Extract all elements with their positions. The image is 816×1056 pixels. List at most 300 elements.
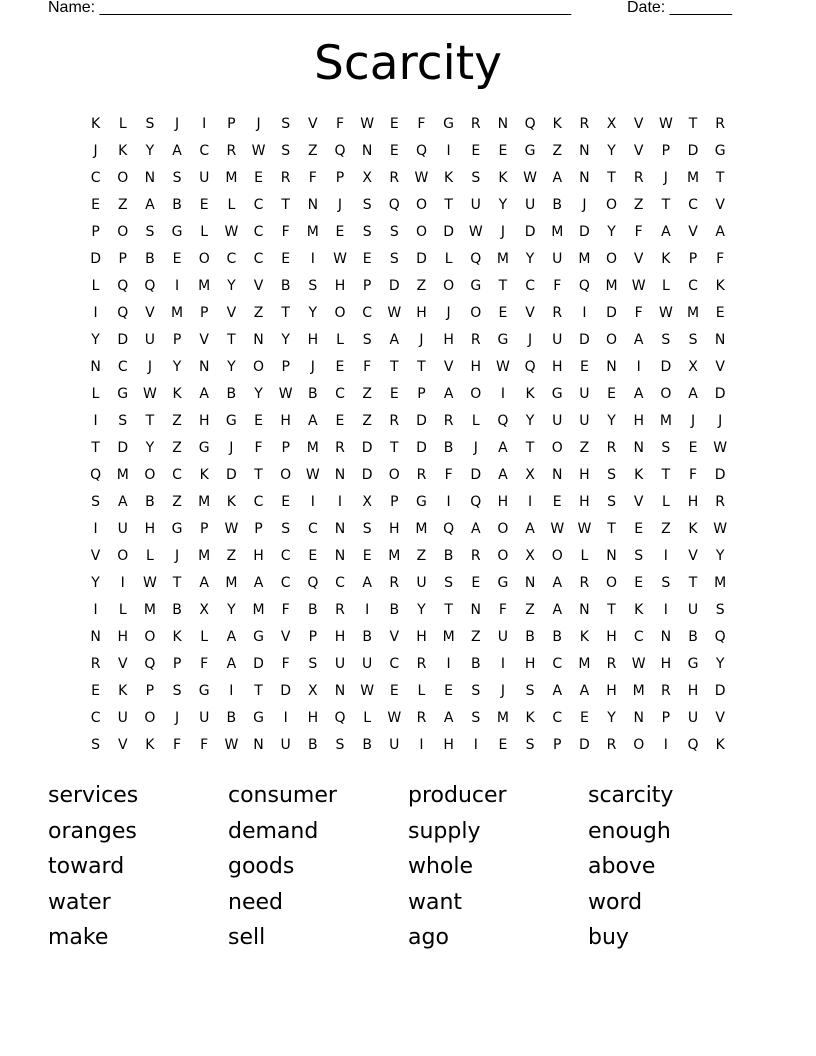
grid-cell: V [253, 278, 264, 294]
grid-cell: Z [172, 494, 182, 510]
grid-cell: V [443, 359, 454, 375]
grid-cell: B [362, 737, 372, 753]
grid-row [82, 678, 734, 705]
grid-cell: F [173, 737, 182, 753]
grid-row [82, 327, 734, 354]
grid-cell: I [446, 494, 451, 510]
word-list-item: sell [228, 925, 266, 950]
grid-cell: C [226, 251, 237, 267]
grid-cell: K [634, 467, 644, 483]
grid-cell: T [390, 359, 399, 375]
grid-cell: N [714, 332, 726, 348]
grid-cell: L [118, 602, 127, 618]
grid-cell: D [714, 683, 726, 699]
grid-cell: J [718, 413, 723, 429]
grid-cell: W [550, 521, 565, 537]
grid-cell: D [117, 440, 129, 456]
grid-cell: F [200, 656, 209, 672]
grid-cell: H [606, 629, 617, 645]
grid-cell: S [715, 602, 725, 618]
grid-cell: W [713, 521, 728, 537]
grid-cell: R [715, 116, 726, 132]
grid-cell: X [606, 116, 617, 132]
grid-cell: F [716, 251, 725, 267]
grid-cell: B [145, 494, 155, 510]
grid-cell: F [281, 656, 290, 672]
grid-cell: G [253, 629, 264, 645]
grid-cell: I [500, 386, 505, 402]
grid-cell: E [254, 413, 263, 429]
grid-cell: T [145, 413, 155, 429]
grid-cell: L [417, 683, 426, 699]
grid-cell: C [117, 359, 128, 375]
grid-cell: N [579, 143, 590, 159]
grid-cell: K [172, 629, 182, 645]
grid-cell: K [199, 467, 209, 483]
page-title: Scarcity [314, 36, 502, 91]
grid-cell: S [362, 521, 372, 537]
grid-cell: J [473, 440, 478, 456]
grid-cell: F [281, 602, 290, 618]
grid-cell: J [337, 197, 343, 213]
grid-cell: Y [715, 548, 725, 564]
grid-cell: N [334, 521, 346, 537]
grid-cell: Y [417, 602, 426, 618]
grid-cell: L [363, 710, 372, 726]
grid-cell: E [335, 413, 345, 429]
grid-cell: I [528, 494, 533, 510]
grid-cell: I [636, 359, 641, 375]
grid-cell: G [497, 575, 509, 591]
grid-row [82, 705, 734, 732]
grid-cell: I [93, 305, 98, 321]
grid-cell: U [362, 656, 373, 672]
grid-cell: S [661, 575, 671, 591]
grid-cell: K [715, 278, 725, 294]
grid-cell: P [145, 683, 155, 699]
word-list-item: consumer [228, 783, 337, 808]
grid-cell: G [551, 386, 563, 402]
grid-cell: Y [227, 602, 236, 618]
grid-cell: O [551, 440, 563, 456]
grid-cell: K [172, 386, 182, 402]
grid-cell: T [172, 575, 182, 591]
grid-cell: M [171, 305, 184, 321]
grid-cell: N [660, 629, 672, 645]
grid-cell: K [634, 602, 644, 618]
date-field-label: Date: _______ [627, 0, 732, 16]
grid-cell: F [553, 278, 562, 294]
grid-cell: S [281, 521, 291, 537]
grid-cell: P [281, 440, 290, 456]
grid-cell: W [414, 170, 429, 186]
grid-cell: M [415, 521, 428, 537]
grid-cell: T [715, 170, 725, 186]
word-list-item: producer [408, 783, 507, 808]
grid-cell: E [362, 251, 372, 267]
grid-row [82, 516, 734, 543]
grid-row [82, 219, 734, 246]
grid-cell: I [663, 602, 668, 618]
grid-cell: D [470, 467, 482, 483]
grid-cell: O [144, 467, 156, 483]
grid-cell: B [280, 278, 291, 294]
grid-cell: E [498, 737, 508, 753]
grid-cell: R [606, 440, 617, 456]
grid-cell: A [715, 224, 725, 240]
grid-cell: Y [91, 332, 100, 348]
grid-cell: R [606, 656, 617, 672]
grid-cell: T [607, 170, 616, 186]
grid-cell: E [254, 170, 263, 186]
grid-cell: H [307, 332, 319, 348]
grid-cell: I [93, 413, 98, 429]
grid-cell: Z [525, 602, 535, 618]
grid-cell: M [252, 602, 265, 618]
grid-cell: E [389, 143, 399, 159]
grid-cell: D [90, 251, 101, 267]
word-list-item: whole [408, 854, 474, 879]
grid-cell: C [253, 251, 264, 267]
grid-cell: M [198, 278, 211, 294]
grid-cell: S [91, 494, 101, 510]
grid-cell: B [308, 602, 318, 618]
grid-cell: C [389, 656, 400, 672]
grid-cell: R [633, 170, 644, 186]
grid-cell: H [687, 494, 699, 510]
grid-cell: N [90, 359, 101, 375]
grid-cell: M [198, 548, 211, 564]
grid-cell: W [658, 305, 673, 321]
word-list-row [48, 779, 768, 815]
grid-cell: A [688, 386, 698, 402]
grid-cell: C [335, 386, 345, 402]
grid-cell: H [443, 332, 454, 348]
grid-row [82, 138, 734, 165]
grid-cell: U [579, 386, 590, 402]
grid-cell: X [525, 548, 535, 564]
grid-cell: H [416, 305, 427, 321]
grid-cell: Q [714, 629, 726, 645]
grid-cell: M [578, 251, 591, 267]
grid-cell: M [306, 224, 319, 240]
grid-cell: H [497, 494, 509, 510]
grid-cell: T [281, 197, 290, 213]
grid-row [82, 732, 734, 759]
grid-cell: E [335, 224, 345, 240]
grid-cell: Y [308, 305, 318, 321]
grid-cell: H [443, 737, 454, 753]
grid-cell: Y [227, 278, 236, 294]
grid-cell: Z [253, 305, 264, 321]
grid-cell: C [90, 170, 101, 186]
grid-cell: C [172, 467, 182, 483]
grid-cell: D [579, 737, 590, 753]
grid-cell: J [582, 197, 587, 213]
grid-cell: I [229, 683, 234, 699]
grid-cell: R [606, 737, 617, 753]
word-list-item: supply [408, 818, 481, 844]
word-list-item: make [48, 925, 109, 950]
grid-cell: Y [145, 143, 155, 159]
grid-cell: S [362, 224, 372, 240]
grid-cell: S [145, 224, 155, 240]
grid-cell: O [388, 467, 400, 483]
grid-cell: F [281, 224, 290, 240]
grid-cell: R [660, 683, 671, 699]
grid-row [82, 489, 734, 516]
grid-cell: N [334, 683, 346, 699]
grid-cell: L [336, 332, 344, 348]
grid-cell: B [226, 710, 237, 726]
grid-cell: E [498, 143, 508, 159]
grid-cell: Q [687, 737, 699, 753]
grid-cell: Q [144, 278, 156, 294]
grid-cell: J [528, 332, 533, 348]
grid-cell: E [172, 251, 182, 267]
grid-cell: H [334, 629, 346, 645]
grid-row [82, 462, 734, 489]
grid-cell: S [688, 332, 698, 348]
grid-cell: K [498, 170, 508, 186]
grid-cell: M [116, 467, 129, 483]
grid-cell: A [443, 710, 454, 726]
grid-cell: E [634, 521, 644, 537]
grid-cell: B [443, 440, 454, 456]
grid-cell: E [362, 548, 372, 564]
grid-cell: Z [308, 143, 318, 159]
grid-cell: S [335, 737, 345, 753]
grid-cell: T [91, 440, 100, 456]
grid-cell: D [117, 332, 129, 348]
grid-cell: P [118, 251, 127, 267]
word-list-item: demand [228, 818, 319, 844]
grid-cell: V [715, 710, 725, 726]
grid-cell: L [91, 278, 100, 294]
grid-cell: O [334, 305, 346, 321]
grid-cell: R [335, 602, 345, 618]
grid-cell: W [142, 575, 157, 591]
grid-cell: G [443, 116, 455, 132]
grid-cell: P [661, 710, 671, 726]
grid-cell: L [145, 548, 154, 564]
grid-cell: R [335, 440, 345, 456]
grid-cell: L [200, 629, 209, 645]
grid-cell: L [227, 197, 236, 213]
grid-cell: Q [524, 359, 536, 375]
grid-cell: Y [145, 440, 155, 456]
grid-cell: O [280, 467, 292, 483]
grid-cell: D [361, 440, 373, 456]
grid-cell: Y [498, 197, 508, 213]
grid-cell: N [606, 548, 617, 564]
grid-cell: N [90, 629, 101, 645]
grid-cell: R [470, 332, 481, 348]
grid-cell: S [172, 683, 182, 699]
grid-cell: Q [524, 116, 536, 132]
grid-cell: T [661, 197, 671, 213]
grid-cell: E [498, 305, 508, 321]
grid-cell: U [199, 710, 210, 726]
grid-cell: Q [117, 305, 129, 321]
grid-cell: F [417, 116, 426, 132]
grid-cell: S [118, 413, 128, 429]
grid-cell: P [335, 170, 345, 186]
grid-cell: G [470, 278, 482, 294]
grid-cell: E [579, 359, 589, 375]
grid-cell: L [661, 278, 670, 294]
grid-cell: V [117, 656, 128, 672]
grid-cell: Q [334, 143, 346, 159]
grid-cell: K [525, 710, 535, 726]
grid-cell: S [172, 170, 182, 186]
grid-cell: H [579, 494, 590, 510]
grid-cell: H [198, 413, 210, 429]
grid-cell: R [226, 143, 237, 159]
grid-cell: P [688, 251, 698, 267]
grid-cell: S [525, 683, 535, 699]
grid-cell: T [227, 332, 236, 348]
grid-cell: J [93, 143, 98, 159]
grid-row [82, 597, 734, 624]
grid-cell: C [335, 575, 345, 591]
grid-cell: D [416, 413, 427, 429]
grid-cell: F [444, 467, 453, 483]
grid-cell: I [337, 494, 343, 510]
grid-cell: I [120, 575, 125, 591]
grid-cell: E [281, 251, 291, 267]
grid-cell: A [362, 575, 372, 591]
grid-cell: A [552, 575, 563, 591]
grid-cell: S [362, 332, 372, 348]
grid-row [82, 246, 734, 273]
word-list-item: want [408, 889, 463, 915]
grid-cell: D [225, 467, 237, 483]
word-list-item: services [48, 783, 139, 808]
grid-cell: X [525, 467, 535, 483]
grid-cell: D [660, 359, 672, 375]
grid-cell: H [416, 629, 427, 645]
grid-row [82, 570, 734, 597]
grid-cell: F [634, 224, 643, 240]
grid-cell: H [606, 683, 617, 699]
grid-cell: K [579, 629, 589, 645]
grid-cell: Z [172, 440, 182, 456]
grid-cell: M [551, 224, 564, 240]
grid-cell: M [225, 575, 238, 591]
grid-cell: G [198, 683, 210, 699]
grid-cell: E [444, 683, 454, 699]
grid-cell: N [579, 602, 590, 618]
grid-cell: U [117, 521, 128, 537]
grid-cell: B [362, 629, 372, 645]
grid-cell: H [144, 521, 156, 537]
grid-cell: A [308, 413, 318, 429]
grid-cell: W [658, 116, 673, 132]
grid-cell: P [91, 224, 100, 240]
grid-cell: M [388, 548, 401, 564]
grid-cell: C [688, 278, 698, 294]
grid-cell: E [634, 575, 644, 591]
grid-cell: O [117, 224, 129, 240]
grid-cell: H [334, 278, 346, 294]
grid-cell: U [524, 197, 536, 213]
grid-cell: S [607, 494, 616, 510]
grid-cell: U [552, 413, 563, 429]
grid-cell: P [390, 494, 399, 510]
grid-cell: I [500, 656, 505, 672]
grid-cell: T [444, 602, 453, 618]
grid-cell: E [715, 305, 725, 321]
grid-cell: B [688, 629, 698, 645]
grid-cell: M [578, 656, 591, 672]
grid-cell: H [551, 359, 563, 375]
grid-cell: M [198, 494, 211, 510]
grid-cell: U [687, 602, 699, 618]
grid-cell: M [686, 170, 700, 186]
grid-cell: B [145, 251, 155, 267]
grid-cell: R [280, 170, 291, 186]
grid-cell: A [389, 332, 400, 348]
grid-cell: W [251, 143, 266, 159]
grid-cell: R [715, 494, 726, 510]
grid-cell: O [551, 548, 563, 564]
grid-cell: P [553, 737, 562, 753]
grid-cell: J [690, 413, 696, 429]
grid-row [82, 381, 734, 408]
grid-cell: B [172, 602, 182, 618]
grid-cell: K [444, 170, 454, 186]
grid-cell: W [496, 359, 510, 375]
grid-cell: B [470, 656, 481, 672]
grid-cell: O [443, 278, 455, 294]
grid-cell: D [524, 224, 536, 240]
grid-cell: J [229, 440, 234, 456]
grid-cell: F [688, 467, 698, 483]
grid-cell: W [387, 305, 402, 321]
grid-cell: D [606, 305, 617, 321]
grid-cell: O [198, 251, 210, 267]
grid-cell: O [117, 170, 129, 186]
grid-cell: C [688, 197, 698, 213]
grid-cell: B [172, 197, 182, 213]
grid-row [82, 624, 734, 651]
grid-cell: R [416, 656, 427, 672]
grid-cell: O [144, 710, 156, 726]
grid-cell: D [714, 467, 726, 483]
grid-cell: S [444, 575, 454, 591]
grid-cell: D [579, 224, 590, 240]
grid-cell: G [253, 710, 264, 726]
grid-cell: I [663, 548, 668, 564]
grid-cell: G [714, 143, 726, 159]
grid-cell: Z [362, 386, 372, 402]
grid-cell: Q [334, 710, 346, 726]
word-list-item: above [588, 854, 656, 879]
grid-cell: C [552, 656, 563, 672]
grid-cell: C [253, 494, 264, 510]
grid-row [82, 651, 734, 678]
grid-cell: Y [715, 656, 725, 672]
grid-cell: Z [633, 197, 644, 213]
grid-cell: R [552, 305, 563, 321]
grid-cell: T [688, 116, 698, 132]
grid-cell: O [117, 548, 129, 564]
grid-cell: X [688, 359, 698, 375]
grid-cell: Y [525, 413, 535, 429]
grid-cell: F [335, 116, 345, 132]
grid-cell: K [715, 737, 725, 753]
